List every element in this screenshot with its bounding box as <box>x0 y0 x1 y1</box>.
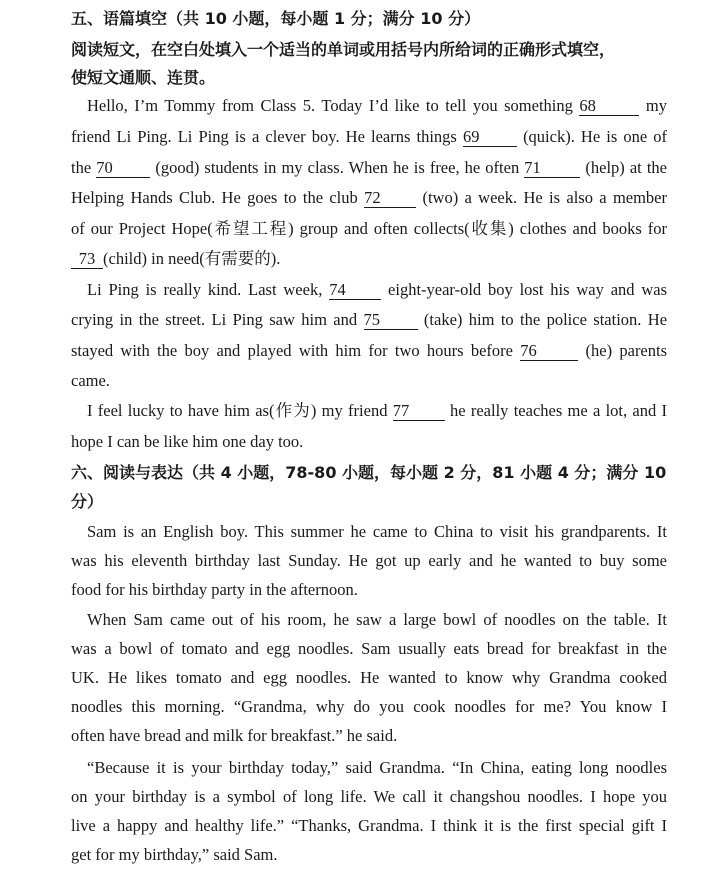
passage-text: (take) him to the police station. He <box>423 310 668 329</box>
passage-1-line <box>71 157 667 179</box>
section-6-title-line-2: 分） <box>71 492 104 511</box>
blank-77: 77 <box>393 402 445 421</box>
passage-text: (child) in need(有需要的). <box>103 249 281 268</box>
blank-72: 72 <box>364 189 416 208</box>
reading-passage-line: on your birthday is a symbol of long life. We call it changshou noodles. I hope you <box>71 787 667 806</box>
reading-passage-line: “Because it is your birthday today,” said Grandma. “In China, eating long noodles <box>87 758 667 777</box>
passage-1-line: of our Project Hope(希望工程) group and often collects(收集) clothes and books for <box>71 219 667 238</box>
reading-passage-line: get for my birthday,” said Sam. <box>71 845 278 864</box>
section-5-title: 五、语篇填空（共 10 小题，每小题 1 分；满分 10 分） <box>71 9 481 28</box>
reading-passage-line: often have bread and milk for breakfast.” he said. <box>71 726 398 745</box>
passage-text: Helping Hands Club. He goes to the club <box>71 188 358 207</box>
passage-2-line: came. <box>71 371 110 390</box>
passage-1-line <box>71 126 667 148</box>
reading-passage-line: noodles this morning. “Grandma, why do you cook noodles for me? You know I <box>71 697 667 716</box>
passage-3-line: hope I can be like him one day too. <box>71 432 304 451</box>
reading-passage-line: live a happy and healthy life.” “Thanks, Grandma. I think it is the first special gift I <box>71 816 667 835</box>
passage-text: eight-year-old boy lost his way and was <box>388 280 668 299</box>
passage-3-line <box>87 400 667 422</box>
passage-text: (help) at the <box>585 158 667 177</box>
reading-passage-line: UK. He likes tomato and egg noodles. He wanted to know why Grandma cooked <box>71 668 667 687</box>
passage-text: he really teaches me a lot, and I <box>450 401 667 420</box>
reading-passage-line: was a bowl of tomato and egg noodles. Sam usually eats bread for breakfast in the <box>71 639 667 658</box>
passage-text: Hello, I’m Tommy from Class 5. Today I’d like to tell you something <box>87 96 573 115</box>
blank-68: 68 <box>579 97 639 116</box>
reading-passage-line: food for his birthday party in the afternoon. <box>71 580 358 599</box>
section-5-instruction-line-1: 阅读短文，在空白处填入一个适当的单词或用括号内所给词的正确形式填空， <box>71 40 616 59</box>
passage-text: (he) parents <box>585 341 668 360</box>
passage-text: stayed with the boy and played with him for two hours before <box>71 341 513 360</box>
passage-1-line <box>71 187 667 209</box>
blank-71: 71 <box>524 159 580 178</box>
reading-passage-line: was his eleventh birthday last Sunday. He got up early and he wanted to buy some <box>71 551 667 570</box>
section-6-title-line-1: 六、阅读与表达（共 4 小题，78-80 小题，每小题 2 分，81 小题 4 分；满分 10 <box>71 463 667 482</box>
passage-text: my <box>645 96 667 115</box>
passage-text: I feel lucky to have him as(作为) my friend <box>87 401 388 420</box>
passage-text: (quick). He is one of <box>523 127 668 146</box>
passage-text: (two) a week. He is also a member <box>422 188 668 207</box>
passage-text: the <box>71 158 92 177</box>
passage-text: Li Ping is really kind. Last week, <box>87 280 323 299</box>
blank-74: 74 <box>329 281 381 300</box>
passage-2-line <box>87 279 667 301</box>
passage-text: friend Li Ping. Li Ping is a clever boy. He learns things <box>71 127 457 146</box>
passage-text: (good) students in my class. When he is free, he often <box>155 158 520 177</box>
passage-1-line <box>71 248 667 270</box>
reading-passage-line: Sam is an English boy. This summer he came to China to visit his grandparents. It <box>87 522 667 541</box>
blank-69: 69 <box>463 128 517 147</box>
reading-passage-line: When Sam came out of his room, he saw a large bowl of noodles on the table. It <box>87 610 667 629</box>
blank-73: 73 <box>71 250 103 269</box>
blank-76: 76 <box>520 342 578 361</box>
section-5-instruction-line-2: 使短文通顺、连贯。 <box>71 68 216 87</box>
passage-2-line <box>71 340 667 362</box>
passage-2-line <box>71 309 667 331</box>
blank-75: 75 <box>364 311 418 330</box>
blank-70: 70 <box>96 159 150 178</box>
passage-1-line <box>87 95 667 117</box>
passage-text: crying in the street. Li Ping saw him and <box>71 310 358 329</box>
